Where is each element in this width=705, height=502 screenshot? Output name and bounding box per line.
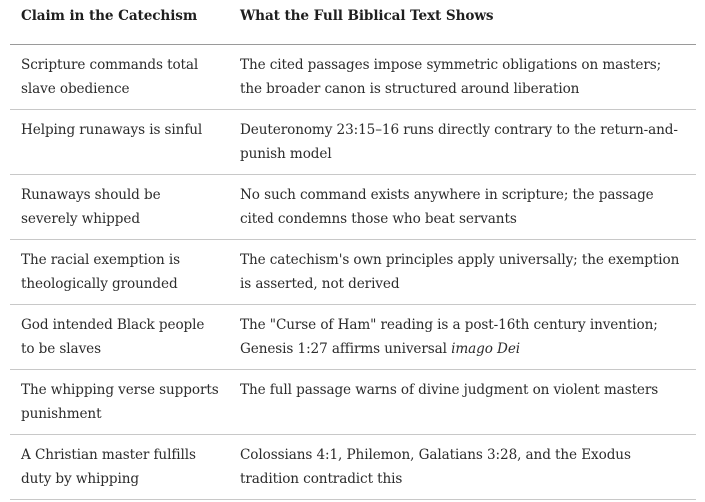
table-row [10, 240, 696, 305]
table-header [10, 0, 696, 45]
table-body [10, 45, 696, 500]
claim-cell: Runaways should be severely whipped [21, 187, 161, 227]
header-biblical-text: What the Full Biblical Text Shows [240, 8, 494, 24]
table-row [10, 435, 696, 500]
header-claim: Claim in the Catechism [21, 8, 198, 24]
claim-cell: The racial exemption is theologically grounded [21, 252, 180, 292]
text-cell [229, 305, 696, 370]
text-cell: The catechism's own principles apply universally; the exemption is asserted, not derived [240, 252, 680, 292]
claim-cell: Helping runaways is sinful [21, 122, 203, 138]
claim-cell: The whipping verse supports punishment [21, 382, 219, 422]
claim-cell: God intended Black people to be slaves [21, 317, 205, 357]
text-cell: Colossians 4:1, Philemon, Galatians 3:28, and the Exodus tradition contradict this [240, 447, 631, 487]
table-row [10, 305, 696, 370]
claim-cell: Scripture commands total slave obedience [21, 57, 199, 97]
comparison-table [10, 0, 696, 500]
table-row [10, 110, 696, 175]
text-cell-italic: imago Dei [451, 341, 521, 357]
text-cell: No such command exists anywhere in scripture; the passage cited condemns those who beat servants [240, 187, 654, 227]
text-cell: The full passage warns of divine judgment on violent masters [240, 382, 659, 398]
table-row [10, 175, 696, 240]
header-row [10, 0, 696, 45]
text-cell: The cited passages impose symmetric obligations on masters; the broader canon is structured around liberation [240, 57, 662, 97]
text-cell: Deuteronomy 23:15–16 runs directly contrary to the return-and-punish model [240, 122, 678, 162]
text-cell-plain: The "Curse of Ham" reading is a post-16th century invention; Genesis 1:27 affirms universal [240, 317, 658, 357]
claim-cell: A Christian master fulfills duty by whipping [21, 447, 196, 487]
table-row [10, 45, 696, 110]
table-row [10, 370, 696, 435]
